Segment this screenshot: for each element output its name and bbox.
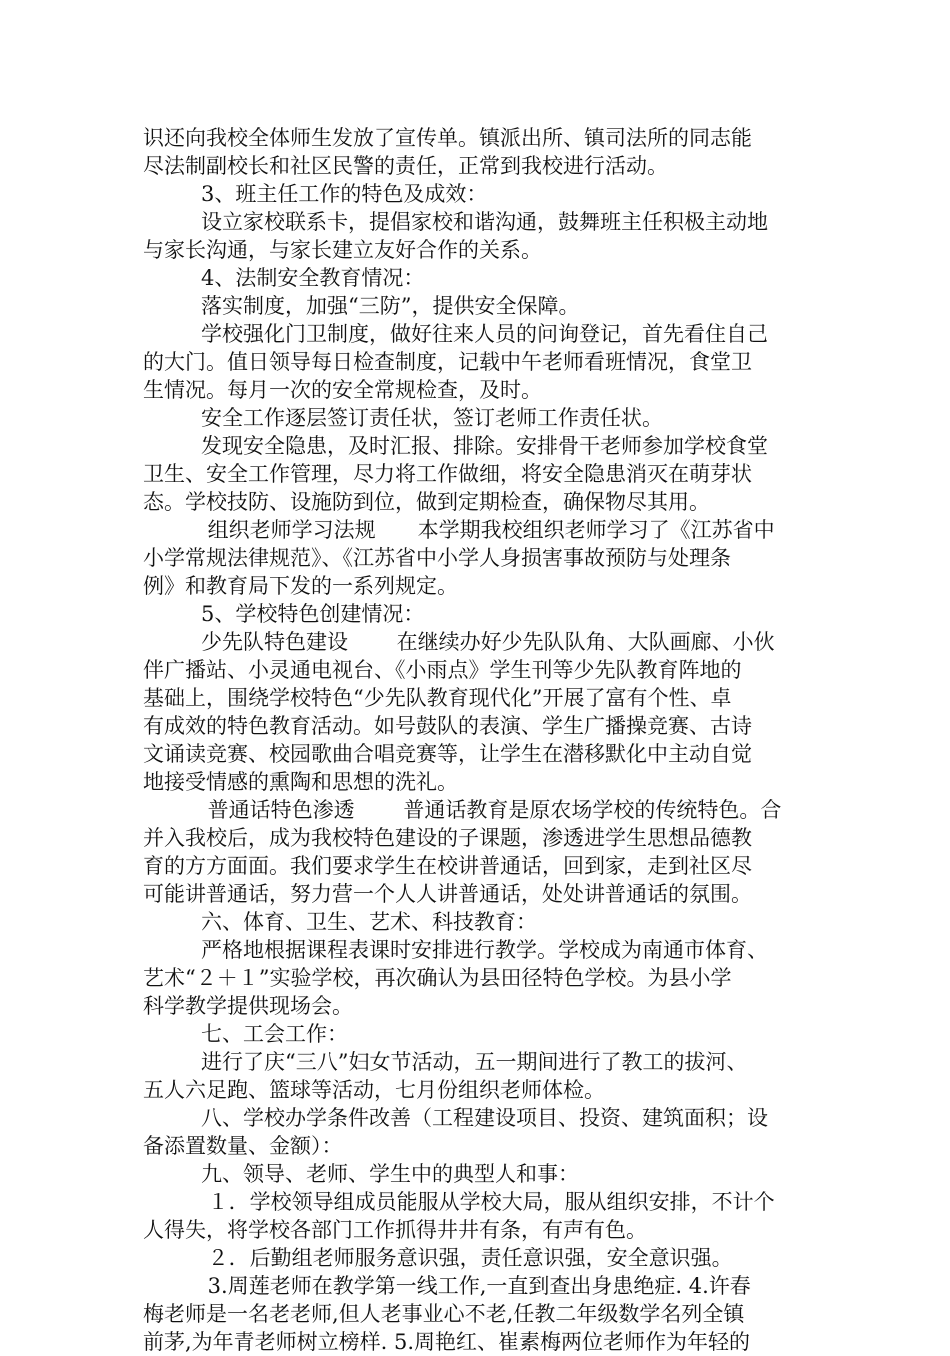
text-line: 安全工作逐层签订责任状，签订老师工作责任状。 — [201, 406, 663, 430]
text-line: 备添置数量、金额）： — [143, 1134, 343, 1158]
text-line: 少先队特色建设 在继续办好少先队队角、大队画廊、小伙 — [201, 630, 775, 654]
text-line: 七、工会工作： — [201, 1022, 348, 1046]
text-line: 五人六足跑、篮球等活动，七月份组织老师体检。 — [143, 1078, 605, 1102]
text-line: 的大门。值日领导每日检查制度，记载中午老师看班情况，食堂卫 — [143, 350, 752, 374]
text-line: 发现安全隐患，及时汇报、排除。安排骨干老师参加学校食堂 — [201, 434, 768, 458]
text-line: 基础上，围绕学校特色“少先队教育现代化”开展了富有个性、卓 — [143, 686, 732, 710]
text-line: 生情况。每月一次的安全常规检查，及时。 — [143, 378, 542, 402]
text-line: 组织老师学习法规 本学期我校组织老师学习了《江苏省中 — [201, 518, 775, 542]
text-line: 小学常规法律规范》、《江苏省中小学人身损害事故预防与处理条 — [143, 546, 731, 570]
text-line: 梅老师是一名老老师,但人老事业心不老,任教二年级数学名列全镇 — [143, 1302, 745, 1326]
text-line: 育的方方面面。我们要求学生在校讲普通话，回到家，走到社区尽 — [143, 854, 752, 878]
text-line: 态。学校技防、设施防到位，做到定期检查，确保物尽其用。 — [143, 490, 710, 514]
text-line: 4、法制安全教育情况： — [201, 266, 425, 290]
text-line: 例》和教育局下发的一系列规定。 — [143, 574, 458, 598]
text-line: 卫生、安全工作管理，尽力将工作做细，将安全隐患消灭在萌芽状 — [143, 462, 752, 486]
text-line: 与家长沟通，与家长建立友好合作的关系。 — [143, 238, 542, 262]
text-line: 5、学校特色创建情况： — [201, 602, 425, 626]
text-line: 严格地根据课程表课时安排进行教学。学校成为南通市体育、 — [201, 938, 768, 962]
text-line: ２．后勤组老师服务意识强，责任意识强，安全意识强。 — [201, 1246, 733, 1270]
text-line: 艺术“２＋１”实验学校，再次确认为县田径特色学校。为县小学 — [143, 966, 732, 990]
text-line: 伴广播站、小灵通电视台、《小雨点》学生刊等少先队教育阵地的 — [143, 658, 742, 682]
document-body — [143, 124, 807, 1356]
text-line: 文诵读竞赛、校园歌曲合唱竞赛等，让学生在潜移默化中主动自觉 — [143, 742, 752, 766]
text-line: 可能讲普通话，努力营一个人人讲普通话，处处讲普通话的氛围。 — [143, 882, 752, 906]
text-line: 3.周莲老师在教学第一线工作,一直到查出身患绝症. 4.许春 — [201, 1274, 751, 1298]
text-line: 尽法制副校长和社区民警的责任，正常到我校进行活动。 — [143, 154, 668, 178]
text-line: 3、班主任工作的特色及成效： — [201, 182, 488, 206]
text-line: 科学教学提供现场会。 — [143, 994, 353, 1018]
text-line: 八、学校办学条件改善（工程建设项目、投资、建筑面积；设 — [201, 1106, 768, 1130]
text-line: 落实制度，加强“三防”，提供安全保障。 — [201, 294, 580, 318]
text-line: 学校强化门卫制度，做好往来人员的问询登记，首先看住自己 — [201, 322, 768, 346]
text-line: 九、领导、老师、学生中的典型人和事： — [201, 1162, 579, 1186]
text-line: 地接受情感的熏陶和思想的洗礼。 — [143, 770, 458, 794]
text-line: 六、体育、卫生、艺术、科技教育： — [201, 910, 537, 934]
text-line: 前茅,为年青老师树立榜样. 5.周艳红、崔素梅两位老师作为年轻的 — [143, 1330, 751, 1354]
text-line: 普通话特色渗透 普通话教育是原农场学校的传统特色。合 — [201, 798, 782, 822]
text-line: 进行了庆“三八”妇女节活动，五一期间进行了教工的拔河、 — [201, 1050, 748, 1074]
text-line: 设立家校联系卡，提倡家校和谐沟通，鼓舞班主任积极主动地 — [201, 210, 768, 234]
text-line: 人得失，将学校各部门工作抓得井井有条，有声有色。 — [143, 1218, 647, 1242]
text-line: １．学校领导组成员能服从学校大局，服从组织安排，不计个 — [201, 1190, 775, 1214]
text-line: 有成效的特色教育活动。如号鼓队的表演、学生广播操竞赛、古诗 — [143, 714, 752, 738]
text-line: 识还向我校全体师生发放了宣传单。镇派出所、镇司法所的同志能 — [143, 126, 752, 150]
text-line: 并入我校后，成为我校特色建设的子课题，渗透进学生思想品德教 — [143, 826, 752, 850]
